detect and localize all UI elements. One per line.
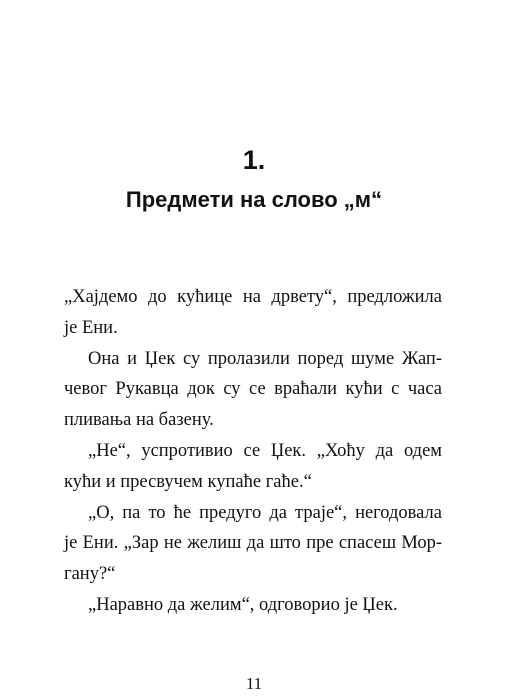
text-line: чевог Рукавца док су се враћали кући с часа (64, 379, 442, 400)
text-line: пливања на базену. (64, 410, 214, 431)
chapter-number: 1. (242, 145, 266, 175)
text-line: гану?“ (64, 564, 116, 585)
text-line: Она и Џек су пролазили поред шуме Жап- (88, 348, 442, 369)
text-line: „Хајдемо до кућице на дрвету“, предложила (64, 287, 442, 307)
page-number: 11 (245, 674, 263, 693)
text-line: „О, па то ће предуго да траје“, негодовала (88, 502, 442, 523)
text-line: је Ени. (64, 317, 118, 338)
chapter-title: Предмети на слово „м“ (125, 187, 383, 212)
body-text (64, 282, 442, 621)
text-line: „Наравно да желим“, одговорио је Џек. (88, 594, 398, 615)
text-line: „Не“, успротивио се Џек. „Хоћу да одем (88, 440, 442, 461)
text-line: кући и пресвучем купаће гаће.“ (64, 471, 312, 492)
text-line: је Ени. „Зар не желиш да што пре спасеш Мор- (64, 533, 442, 554)
